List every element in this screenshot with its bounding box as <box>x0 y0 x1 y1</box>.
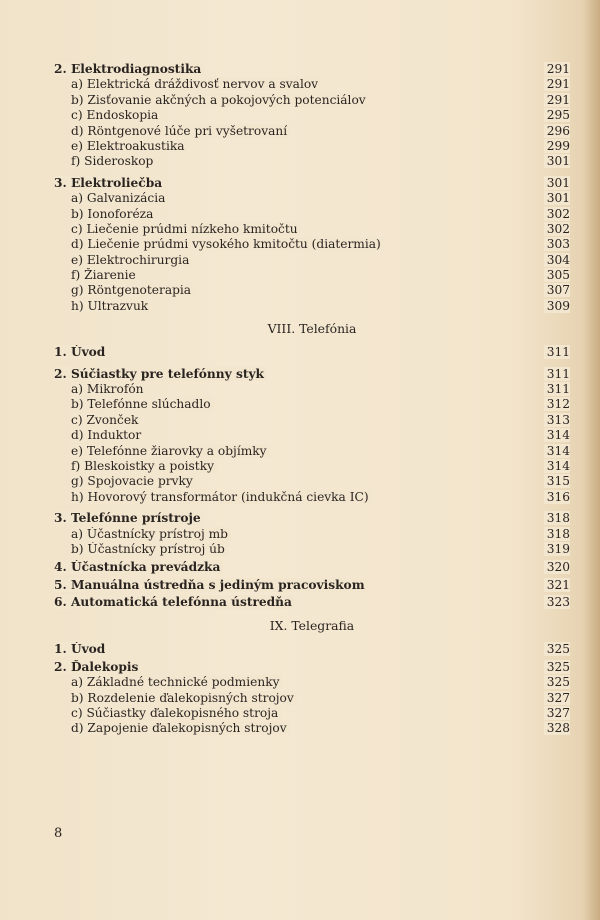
entry-label: d) Liečenie prúdmi vysokého kmitočtu (diatermia) <box>71 237 386 252</box>
toc-entry <box>54 675 570 690</box>
entry-label: a) Mikrofón <box>71 382 149 397</box>
toc-entry-section <box>54 62 570 77</box>
table-of-contents <box>54 62 570 737</box>
entry-label: b) Ionoforéza <box>71 207 158 222</box>
entry-label: e) Elektroakustika <box>71 139 190 154</box>
entry-page-number: 291 <box>540 77 570 92</box>
entry-page-number: 315 <box>540 474 570 489</box>
toc-entry <box>54 474 570 489</box>
entry-page-number: 311 <box>540 382 570 397</box>
entry-label: a) Elektrická dráždivosť nervov a svalov <box>71 77 323 92</box>
toc-entry <box>54 93 570 108</box>
toc-entry <box>54 691 570 706</box>
entry-label: c) Endoskopia <box>71 108 163 123</box>
toc-entry-section <box>54 595 570 610</box>
chapter-heading: IX. Telegrafia <box>269 617 355 633</box>
entry-page-number: 320 <box>540 560 570 575</box>
entry-page-number: 314 <box>540 444 570 459</box>
entry-label: d) Induktor <box>71 428 146 443</box>
toc-entry <box>54 154 570 169</box>
entry-page-number: 314 <box>540 428 570 443</box>
entry-page-number: 291 <box>540 62 570 77</box>
toc-entry <box>54 108 570 123</box>
entry-page-number: 316 <box>540 490 570 505</box>
entry-page-number: 296 <box>540 124 570 139</box>
entry-page-number: 305 <box>540 268 570 283</box>
entry-page-number: 314 <box>540 459 570 474</box>
toc-entry <box>54 124 570 139</box>
entry-page-number: 291 <box>540 93 570 108</box>
entry-label: 3. Elektroliečba <box>54 176 167 191</box>
toc-entry <box>54 222 570 237</box>
entry-label: b) Účastnícky prístroj úb <box>71 542 230 557</box>
entry-label: c) Liečenie prúdmi nízkeho kmitočtu <box>71 222 303 237</box>
toc-entry-section <box>54 176 570 191</box>
entry-page-number: 328 <box>540 721 570 736</box>
toc-entry-section <box>54 367 570 382</box>
chapter-heading: VIII. Telefónia <box>267 321 357 337</box>
entry-label: 2. Súčiastky pre telefónny styk <box>54 367 269 382</box>
entry-page-number: 304 <box>540 253 570 268</box>
entry-page-number: 302 <box>540 207 570 222</box>
entry-page-number: 311 <box>540 367 570 382</box>
entry-label: b) Telefónne slúchadlo <box>71 397 216 412</box>
toc-entry <box>54 382 570 397</box>
entry-label: e) Elektrochirurgia <box>71 253 194 268</box>
entry-label: f) Sideroskop <box>71 154 158 169</box>
entry-page-number: 321 <box>540 578 570 593</box>
entry-label: a) Účastnícky prístroj mb <box>71 527 233 542</box>
entry-label: g) Spojovacie prvky <box>71 474 198 489</box>
toc-entry <box>54 139 570 154</box>
toc-entry <box>54 428 570 443</box>
toc-entry-section <box>54 642 570 657</box>
toc-entry <box>54 527 570 542</box>
entry-page-number: 325 <box>540 660 570 675</box>
entry-label: 5. Manuálna ústredňa s jediným pracoviskom <box>54 578 370 593</box>
entry-label: d) Zapojenie ďalekopisných strojov <box>71 721 292 736</box>
toc-entry <box>54 542 570 557</box>
toc-entry <box>54 299 570 314</box>
entry-page-number: 299 <box>540 139 570 154</box>
toc-entry-section <box>54 578 570 593</box>
entry-page-number: 302 <box>540 222 570 237</box>
entry-label: 2. Ďalekopis <box>54 660 143 675</box>
toc-entry <box>54 490 570 505</box>
toc-entry <box>54 237 570 252</box>
entry-label: 1. Úvod <box>54 345 110 360</box>
toc-entry-section <box>54 511 570 526</box>
entry-label: 1. Úvod <box>54 642 110 657</box>
toc-entry-section <box>54 660 570 675</box>
toc-entry <box>54 397 570 412</box>
toc-entry <box>54 444 570 459</box>
entry-page-number: 323 <box>540 595 570 610</box>
entry-label: d) Röntgenové lúče pri vyšetrovaní <box>71 124 292 139</box>
entry-label: a) Galvanizácia <box>71 191 170 206</box>
entry-label: g) Röntgenoterapia <box>71 283 196 298</box>
entry-page-number: 301 <box>540 176 570 191</box>
entry-label: b) Zisťovanie akčných a pokojových potenciálov <box>71 93 371 108</box>
toc-entry <box>54 413 570 428</box>
toc-entry-section <box>54 560 570 575</box>
toc-entry-section <box>54 345 570 360</box>
entry-label: 2. Elektrodiagnostika <box>54 62 206 77</box>
entry-page-number: 327 <box>540 691 570 706</box>
entry-page-number: 325 <box>540 642 570 657</box>
entry-page-number: 327 <box>540 706 570 721</box>
entry-page-number: 301 <box>540 154 570 169</box>
entry-page-number: 307 <box>540 283 570 298</box>
toc-entry <box>54 268 570 283</box>
entry-page-number: 295 <box>540 108 570 123</box>
entry-label: c) Zvonček <box>71 413 143 428</box>
entry-label: 6. Automatická telefónna ústredňa <box>54 595 297 610</box>
entry-page-number: 318 <box>540 527 570 542</box>
toc-entry <box>54 77 570 92</box>
toc-entry <box>54 459 570 474</box>
entry-page-number: 319 <box>540 542 570 557</box>
toc-entry <box>54 191 570 206</box>
toc-entry <box>54 721 570 736</box>
entry-label: 3. Telefónne prístroje <box>54 511 206 526</box>
entry-page-number: 303 <box>540 237 570 252</box>
entry-page-number: 309 <box>540 299 570 314</box>
entry-page-number: 318 <box>540 511 570 526</box>
entry-label: h) Hovorový transformátor (indukčná cievka IC) <box>71 490 374 505</box>
entry-label: a) Základné technické podmienky <box>71 675 284 690</box>
entry-page-number: 311 <box>540 345 570 360</box>
entry-label: e) Telefónne žiarovky a objímky <box>71 444 272 459</box>
entry-page-number: 312 <box>540 397 570 412</box>
entry-label: f) Bleskoistky a poistky <box>71 459 219 474</box>
entry-page-number: 325 <box>540 675 570 690</box>
toc-entry <box>54 283 570 298</box>
entry-label: h) Ultrazvuk <box>71 299 153 314</box>
entry-label: 4. Účastnícka prevádzka <box>54 560 225 575</box>
toc-entry <box>54 207 570 222</box>
entry-page-number: 313 <box>540 413 570 428</box>
toc-entry <box>54 706 570 721</box>
page-number: 8 <box>54 826 63 841</box>
entry-label: c) Súčiastky ďalekopisného stroja <box>71 706 283 721</box>
entry-label: b) Rozdelenie ďalekopisných strojov <box>71 691 299 706</box>
entry-page-number: 301 <box>540 191 570 206</box>
toc-entry <box>54 253 570 268</box>
entry-label: f) Žiarenie <box>71 268 141 283</box>
